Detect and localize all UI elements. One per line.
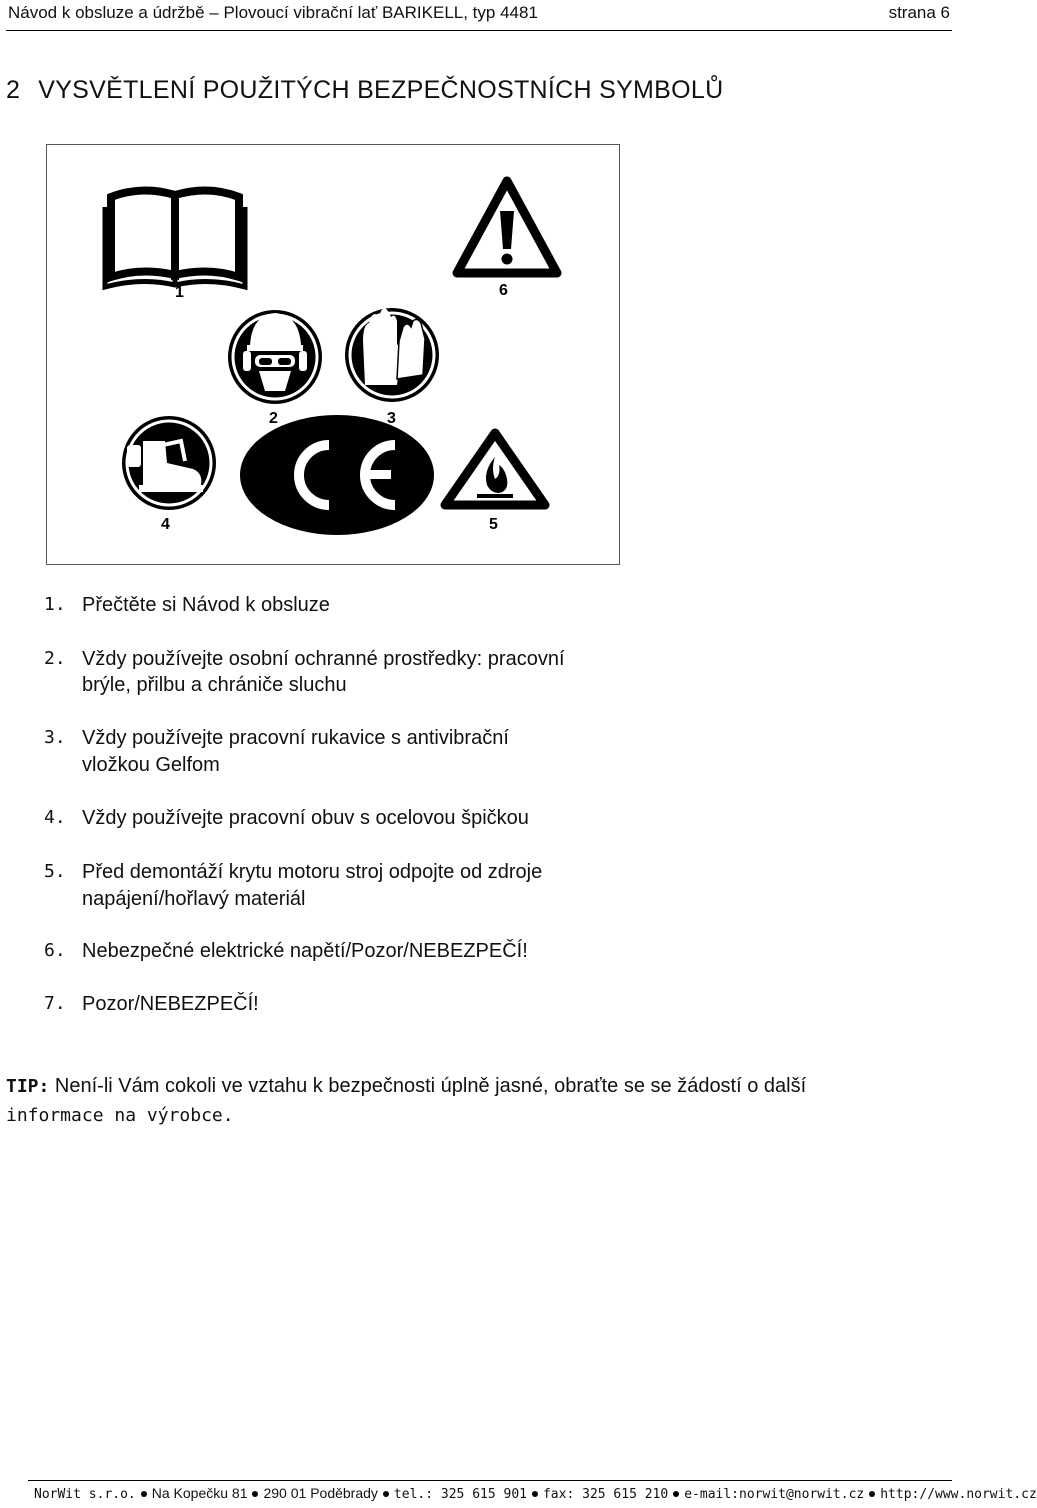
list-item-text: Pozor/NEBEZPEČÍ! [82,993,259,1015]
bullet-icon [141,1491,147,1497]
figure-label-5: 5 [489,516,498,533]
footer-fax: fax: 325 615 210 [542,1487,669,1502]
list-item-text: Vždy používejte osobní ochranné prostředky: pracovní [82,648,565,670]
tip-note [6,1072,806,1130]
list-item-text: Nebezpečné elektrické napětí/Pozor/NEBEZPEČÍ! [82,940,528,962]
list-item-text-continued: brýle, přilbu a chrániče sluchu [82,674,347,696]
footer-city: 290 01 Poděbrady [263,1485,378,1501]
footer-company: NorWit s.r.o. [34,1487,136,1502]
bullet-icon [532,1491,538,1497]
bullet-icon [869,1491,875,1497]
section-title [6,76,723,105]
figure-label-3: 3 [387,410,396,427]
section-number: 2 [6,76,21,104]
list-item-number: 7. [44,993,66,1014]
list-item-number: 6. [44,940,66,961]
list-item-number: 1. [44,594,66,615]
list-item-number: 2. [44,648,66,669]
list-item-text: Přečtěte si Návod k obsluze [82,594,330,616]
flammable-warning-icon [445,433,545,505]
book-icon [105,190,245,287]
header-document-title: Návod k obsluze a údržbě – Plovoucí vibrační lať BARIKELL, typ 4481 [8,3,538,22]
bullet-icon [252,1491,258,1497]
header-page-number: strana 6 [888,3,950,22]
ce-mark-icon [240,415,434,535]
safety-boot-icon [122,416,216,510]
list-item-number: 4. [44,807,66,828]
list-item-number: 5. [44,861,66,882]
bullet-icon [673,1491,679,1497]
page-header [6,0,952,31]
tip-text-continued: informace na výrobce. [6,1105,234,1126]
footer-email[interactable]: e-mail:norwit@norwit.cz [684,1487,865,1502]
list-item-text: Před demontáží krytu motoru stroj odpojte od zdroje [82,861,543,883]
footer-address: Na Kopečku 81 [151,1485,248,1501]
exclamation-warning-icon [457,181,557,273]
figure-label-1: 1 [175,284,184,301]
section-title-text: VYSVĚTLENÍ POUŽITÝCH BEZPEČNOSTNÍCH SYMBOLŮ [38,76,724,104]
figure-label-2: 2 [269,410,278,427]
figure-label-6: 6 [499,282,508,299]
safety-symbols-svg [47,145,619,564]
tip-label: TIP: [6,1076,50,1097]
list-item-number: 3. [44,727,66,748]
bullet-icon [383,1491,389,1497]
list-item-text-continued: napájení/hořlavý materiál [82,888,306,910]
tip-text: Není-li Vám cokoli ve vztahu k bezpečnosti úplně jasné, obraťte se se žádostí o další [49,1075,807,1097]
helmet-goggles-earmuffs-icon [228,310,322,404]
page-footer [28,1480,1037,1508]
figure-label-4: 4 [161,516,170,533]
list-item-text: Vždy používejte pracovní obuv s ocelovou špičkou [82,807,529,829]
list-item-text: Vždy používejte pracovní rukavice s antivibrační [82,727,509,749]
footer-tel: tel.: 325 615 901 [393,1487,527,1502]
list-item-text-continued: vložkou Gelfom [82,754,220,776]
gloves-icon [345,308,439,402]
footer-web[interactable]: http://www.norwit.cz [880,1487,1037,1502]
safety-symbols-figure [46,144,620,565]
